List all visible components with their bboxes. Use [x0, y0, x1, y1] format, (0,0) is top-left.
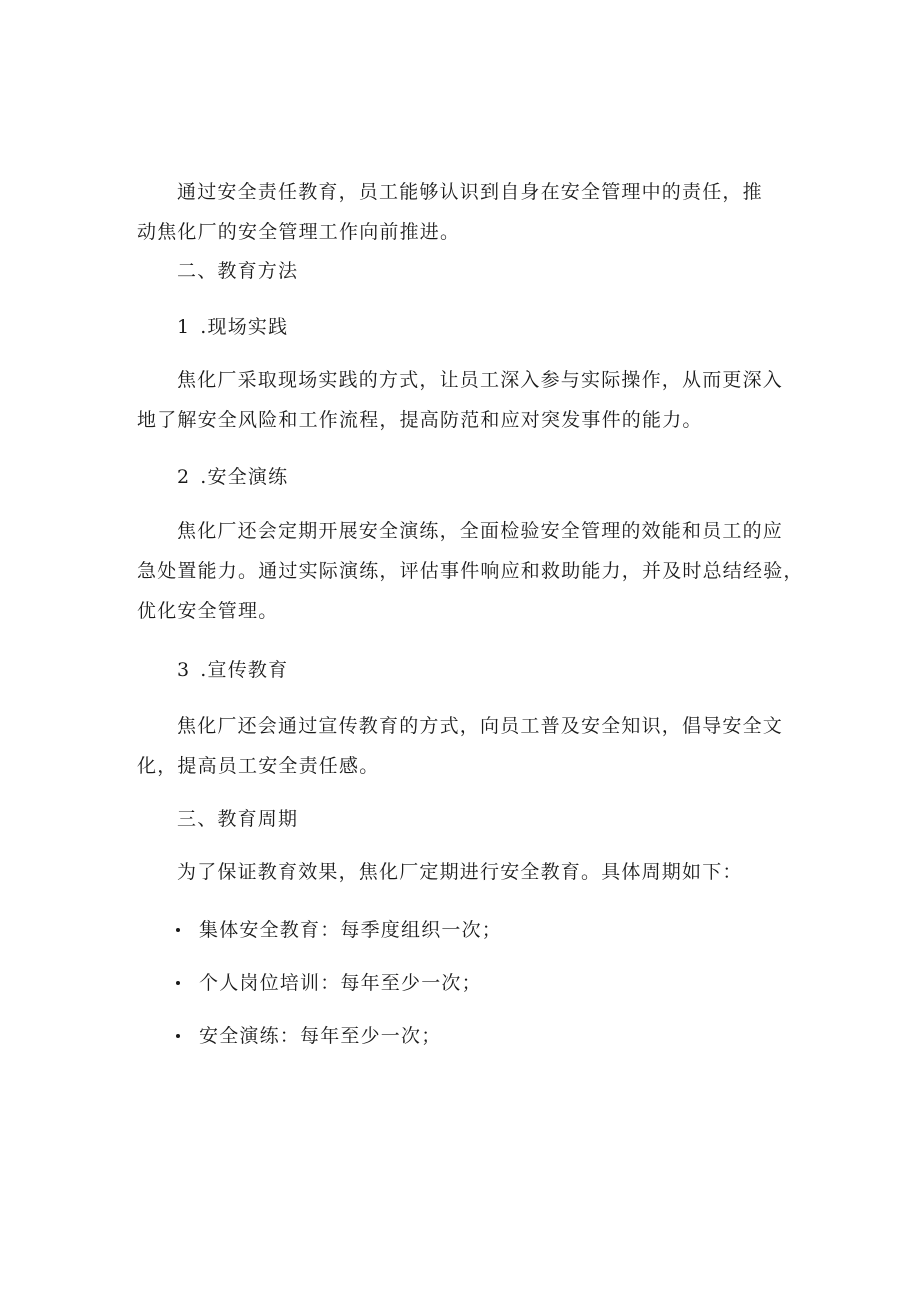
item2-title: .安全演练 [200, 466, 289, 488]
item1-body-line-2: 地了解安全风险和工作流程，提高防范和应对突发事件的能力。 [137, 409, 703, 431]
item2-heading [177, 464, 288, 490]
item1-title: .现场实践 [200, 316, 289, 338]
item1-heading [177, 314, 288, 340]
item3-body-line-2: 化，提高员工安全责任感。 [137, 755, 380, 777]
item1-number: 1 [177, 316, 191, 338]
bullet-dot-2 [176, 981, 180, 985]
item3-number: 3 [177, 659, 191, 681]
cycle-intro: 为了保证教育效果，焦化厂定期进行安全教育。具体周期如下： [177, 861, 743, 883]
item3-title: .宣传教育 [200, 659, 289, 681]
bullet-item-1: 集体安全教育：每季度组织一次； [199, 919, 503, 941]
bullet-dot-1 [176, 928, 180, 932]
item3-heading [177, 657, 288, 683]
intro-line-2: 动焦化厂的安全管理工作向前推进。 [137, 221, 461, 243]
item1-body-line-1: 焦化厂采取现场实践的方式，让员工深入参与实际操作，从而更深入 [177, 369, 784, 391]
item2-body-line-3: 优化安全管理。 [137, 600, 279, 622]
item3-body-line-1: 焦化厂还会通过宣传教育的方式，向员工普及安全知识，倡导安全文 [177, 715, 784, 737]
item2-body-line-1: 焦化厂还会定期开展安全演练，全面检验安全管理的效能和员工的应 [177, 520, 784, 542]
bullet-dot-3 [176, 1034, 180, 1038]
intro-line-1: 通过安全责任教育，员工能够认识到自身在安全管理中的责任，推 [177, 181, 763, 203]
item2-number: 2 [177, 466, 191, 488]
section-heading-cycle: 三、教育周期 [177, 808, 299, 830]
section-heading-methods: 二、教育方法 [177, 260, 299, 282]
bullet-item-3: 安全演练：每年至少一次； [199, 1025, 442, 1047]
bullet-item-2: 个人岗位培训：每年至少一次； [199, 972, 482, 994]
item2-body-line-2: 急处置能力。通过实际演练，评估事件响应和救助能力，并及时总结经验， [137, 560, 804, 582]
